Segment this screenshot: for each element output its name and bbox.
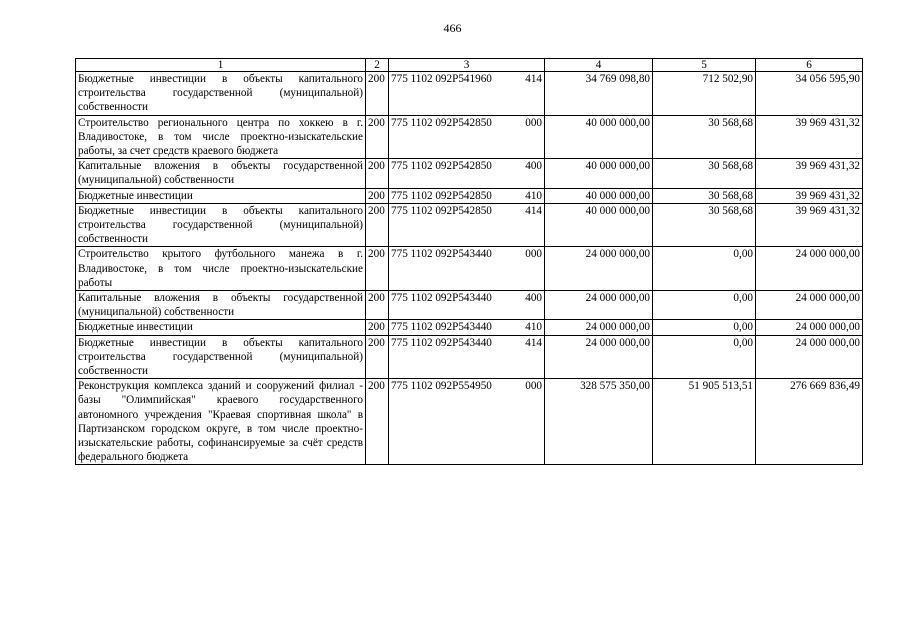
amount-col4-cell: 40 000 000,00 xyxy=(545,115,653,159)
table-row xyxy=(76,203,863,247)
classification-code-cell xyxy=(389,188,545,203)
table-row xyxy=(76,72,863,116)
expense-type-code: 410 xyxy=(525,321,542,334)
amount-col4-cell: 40 000 000,00 xyxy=(545,159,653,188)
expense-type-code: 000 xyxy=(525,380,542,393)
table-row xyxy=(76,320,863,335)
table-row xyxy=(76,115,863,159)
item-name-cell: Реконструкция комплекса зданий и сооружений филиал - базы "Олимпийская" краевого государственного автономного учреждения "Краевая спортивная школа" в Партизанском городском округе, в том числе проектно-изыскательские работы, софинансируемые за счёт средств федерального бюджета xyxy=(76,379,366,465)
amount-col5-cell: 30 568,68 xyxy=(653,159,756,188)
target-article-code: 775 1102 092P542850 xyxy=(391,189,492,202)
target-article-code: 775 1102 092P542850 xyxy=(391,116,492,129)
item-name-cell: Капитальные вложения в объекты государственной (муниципальной) собственности xyxy=(76,159,366,188)
col2-cell: 200 xyxy=(366,291,389,320)
table-row xyxy=(76,379,863,465)
target-article-code: 775 1102 092P543440 xyxy=(391,248,492,261)
item-name-cell: Строительство крытого футбольного манежа в г. Владивостоке, в том числе проектно-изыскательские работы xyxy=(76,247,366,291)
item-name-cell: Бюджетные инвестиции xyxy=(76,188,366,203)
table-row xyxy=(76,159,863,188)
header-cell: 4 xyxy=(545,59,653,72)
amount-col4-cell: 24 000 000,00 xyxy=(545,320,653,335)
amount-col4-cell: 24 000 000,00 xyxy=(545,335,653,379)
col2-cell: 200 xyxy=(366,188,389,203)
amount-col4-cell: 34 769 098,80 xyxy=(545,72,653,116)
table-row xyxy=(76,188,863,203)
col2-cell: 200 xyxy=(366,203,389,247)
amount-col6-cell: 34 056 595,90 xyxy=(756,72,863,116)
amount-col5-cell: 0,00 xyxy=(653,335,756,379)
header-cell: 6 xyxy=(756,59,863,72)
item-name-cell: Бюджетные инвестиции в объекты капитального строительства государственной (муниципальной) собственности xyxy=(76,335,366,379)
classification-code-cell xyxy=(389,320,545,335)
classification-code-cell xyxy=(389,247,545,291)
amount-col5-cell: 0,00 xyxy=(653,291,756,320)
amount-col6-cell: 24 000 000,00 xyxy=(756,320,863,335)
expense-type-code: 410 xyxy=(525,189,542,202)
amount-col5-cell: 51 905 513,51 xyxy=(653,379,756,465)
expense-type-code: 000 xyxy=(525,116,542,129)
amount-col4-cell: 40 000 000,00 xyxy=(545,203,653,247)
item-name-cell: Капитальные вложения в объекты государственной (муниципальной) собственности xyxy=(76,291,366,320)
col2-cell: 200 xyxy=(366,379,389,465)
col2-cell: 200 xyxy=(366,320,389,335)
table-row xyxy=(76,335,863,379)
item-name-cell: Бюджетные инвестиции в объекты капитального строительства государственной (муниципальной) собственности xyxy=(76,72,366,116)
item-name-cell: Бюджетные инвестиции xyxy=(76,320,366,335)
amount-col4-cell: 24 000 000,00 xyxy=(545,247,653,291)
amount-col6-cell: 276 669 836,49 xyxy=(756,379,863,465)
classification-code-cell xyxy=(389,379,545,465)
amount-col6-cell: 24 000 000,00 xyxy=(756,335,863,379)
target-article-code: 775 1102 092P543440 xyxy=(391,292,492,305)
amount-col6-cell: 39 969 431,32 xyxy=(756,115,863,159)
header-cell: 1 xyxy=(76,59,366,72)
expense-type-code: 414 xyxy=(525,73,542,85)
amount-col6-cell: 24 000 000,00 xyxy=(756,247,863,291)
header-cell: 5 xyxy=(653,59,756,72)
amount-col6-cell: 39 969 431,32 xyxy=(756,159,863,188)
amount-col4-cell: 40 000 000,00 xyxy=(545,188,653,203)
classification-code-cell xyxy=(389,115,545,159)
classification-code-cell xyxy=(389,291,545,320)
expense-type-code: 000 xyxy=(525,248,542,261)
target-article-code: 775 1102 092P554950 xyxy=(391,380,492,393)
classification-code-cell xyxy=(389,335,545,379)
col2-cell: 200 xyxy=(366,115,389,159)
header-row xyxy=(76,59,863,72)
classification-code-cell xyxy=(389,72,545,116)
amount-col6-cell: 39 969 431,32 xyxy=(756,203,863,247)
target-article-code: 775 1102 092P543440 xyxy=(391,321,492,334)
header-cell: 2 xyxy=(366,59,389,72)
expense-type-code: 414 xyxy=(525,336,542,349)
amount-col5-cell: 0,00 xyxy=(653,247,756,291)
budget-table xyxy=(75,58,863,465)
item-name-cell: Бюджетные инвестиции в объекты капитального строительства государственной (муниципальной) собственности xyxy=(76,203,366,247)
amount-col5-cell: 30 568,68 xyxy=(653,188,756,203)
page-number: 466 xyxy=(443,21,462,35)
amount-col5-cell: 30 568,68 xyxy=(653,203,756,247)
amount-col6-cell: 24 000 000,00 xyxy=(756,291,863,320)
target-article-code: 775 1102 092P542850 xyxy=(391,160,492,173)
expense-type-code: 400 xyxy=(525,160,542,173)
classification-code-cell xyxy=(389,159,545,188)
col2-cell: 200 xyxy=(366,247,389,291)
table-row xyxy=(76,291,863,320)
table-row xyxy=(76,247,863,291)
col2-cell: 200 xyxy=(366,72,389,116)
amount-col4-cell: 328 575 350,00 xyxy=(545,379,653,465)
col2-cell: 200 xyxy=(366,159,389,188)
classification-code-cell xyxy=(389,203,545,247)
amount-col5-cell: 30 568,68 xyxy=(653,115,756,159)
header-cell: 3 xyxy=(389,59,545,72)
target-article-code: 775 1102 092P542850 xyxy=(391,204,492,217)
amount-col5-cell: 0,00 xyxy=(653,320,756,335)
expense-type-code: 400 xyxy=(525,292,542,305)
target-article-code: 775 1102 092P543440 xyxy=(391,336,492,349)
amount-col4-cell: 24 000 000,00 xyxy=(545,291,653,320)
amount-col5-cell: 712 502,90 xyxy=(653,72,756,116)
target-article-code: 775 1102 092P541960 xyxy=(391,73,492,85)
col2-cell: 200 xyxy=(366,335,389,379)
expense-type-code: 414 xyxy=(525,204,542,217)
item-name-cell: Строительство регионального центра по хоккею в г. Владивостоке, в том числе проектно-изыскательские работы, за счет средств краевого бюджета xyxy=(76,115,366,159)
amount-col6-cell: 39 969 431,32 xyxy=(756,188,863,203)
